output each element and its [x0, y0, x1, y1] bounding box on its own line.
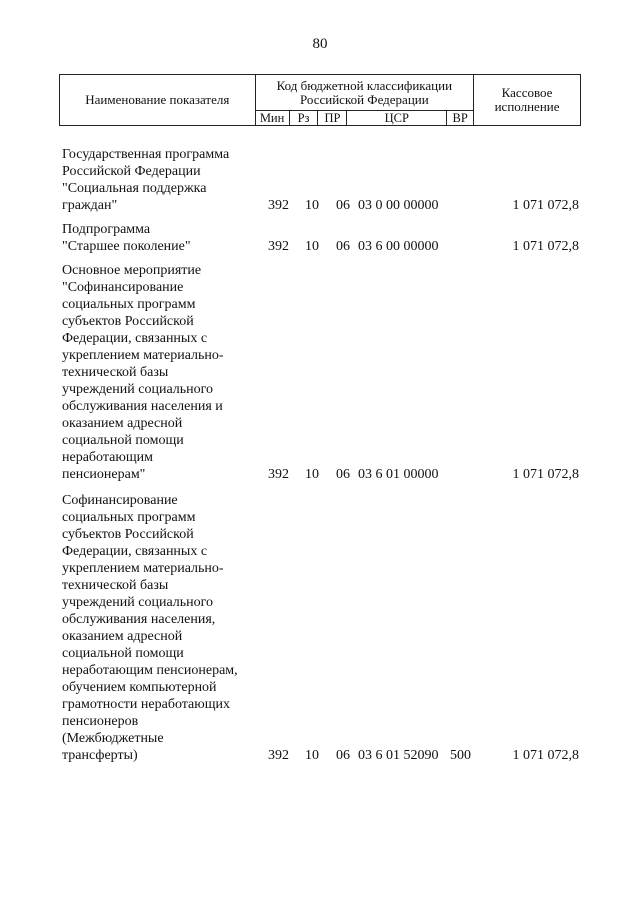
row-rz: 10	[305, 748, 319, 763]
row-name: Государственная программа Российской Федерации "Социальная поддержка граждан"	[62, 147, 230, 213]
header-execution-line1: Кассовое	[501, 85, 553, 100]
table-header	[59, 74, 581, 126]
page-number: 80	[312, 36, 328, 52]
header-code-group	[255, 75, 474, 111]
row-csr: 03 6 01 52090	[358, 748, 439, 763]
header-rz: Рз	[289, 111, 318, 126]
row-vr: 500	[450, 748, 471, 763]
header-code-group-line2: Российской Федерации	[299, 91, 429, 107]
row-values	[62, 747, 582, 764]
row-min: 392	[268, 748, 289, 763]
row-pr: 06	[336, 239, 350, 254]
table-row	[62, 492, 582, 764]
row-sum: 1 071 072,8	[512, 467, 579, 482]
row-rz: 10	[305, 239, 319, 254]
header-execution-column	[474, 75, 581, 126]
row-csr: 03 0 00 00000	[358, 198, 439, 213]
row-csr: 03 6 00 00000	[358, 239, 439, 254]
header-min: Мин	[255, 111, 289, 126]
header-csr: ЦСР	[347, 111, 447, 126]
row-values	[62, 238, 582, 255]
row-name: Основное мероприятие "Софинансирование социальных программ субъектов Российской Федерации, связанных с укреплением материально- технической базы учреждений социального обслуживания населения и оказанием адресной социальной помощи неработающим пенсионерам"	[62, 263, 224, 482]
header-name-column: Наименование показателя	[60, 75, 256, 126]
row-values	[62, 197, 582, 214]
row-sum: 1 071 072,8	[512, 748, 579, 763]
header-pr: ПР	[318, 111, 347, 126]
row-sum: 1 071 072,8	[512, 239, 579, 254]
row-pr: 06	[336, 748, 350, 763]
header-execution-line2: исполнение	[494, 99, 560, 114]
row-rz: 10	[305, 467, 319, 482]
row-name: Софинансирование социальных программ субъектов Российской Федерации, связанных с укреплением материально- технической базы учреждений социального обслуживания населения, оказанием адресной социальной помощи неработающим пенсионерам, обучением компьютерной грамотности неработающих пенсионеров (Межбюджетные трансферты)	[62, 493, 238, 763]
row-min: 392	[268, 239, 289, 254]
row-values	[62, 466, 582, 483]
row-name: Подпрограмма "Старшее поколение"	[62, 222, 191, 254]
row-pr: 06	[336, 467, 350, 482]
row-pr: 06	[336, 198, 350, 213]
header-code-group-line1: Код бюджетной классификации	[276, 77, 453, 93]
table-row	[62, 262, 582, 483]
row-min: 392	[268, 198, 289, 213]
row-csr: 03 6 01 00000	[358, 467, 439, 482]
row-sum: 1 071 072,8	[512, 198, 579, 213]
table-row	[62, 146, 582, 214]
header-vr: ВР	[447, 111, 474, 126]
table-row	[62, 221, 582, 255]
row-rz: 10	[305, 198, 319, 213]
row-min: 392	[268, 467, 289, 482]
